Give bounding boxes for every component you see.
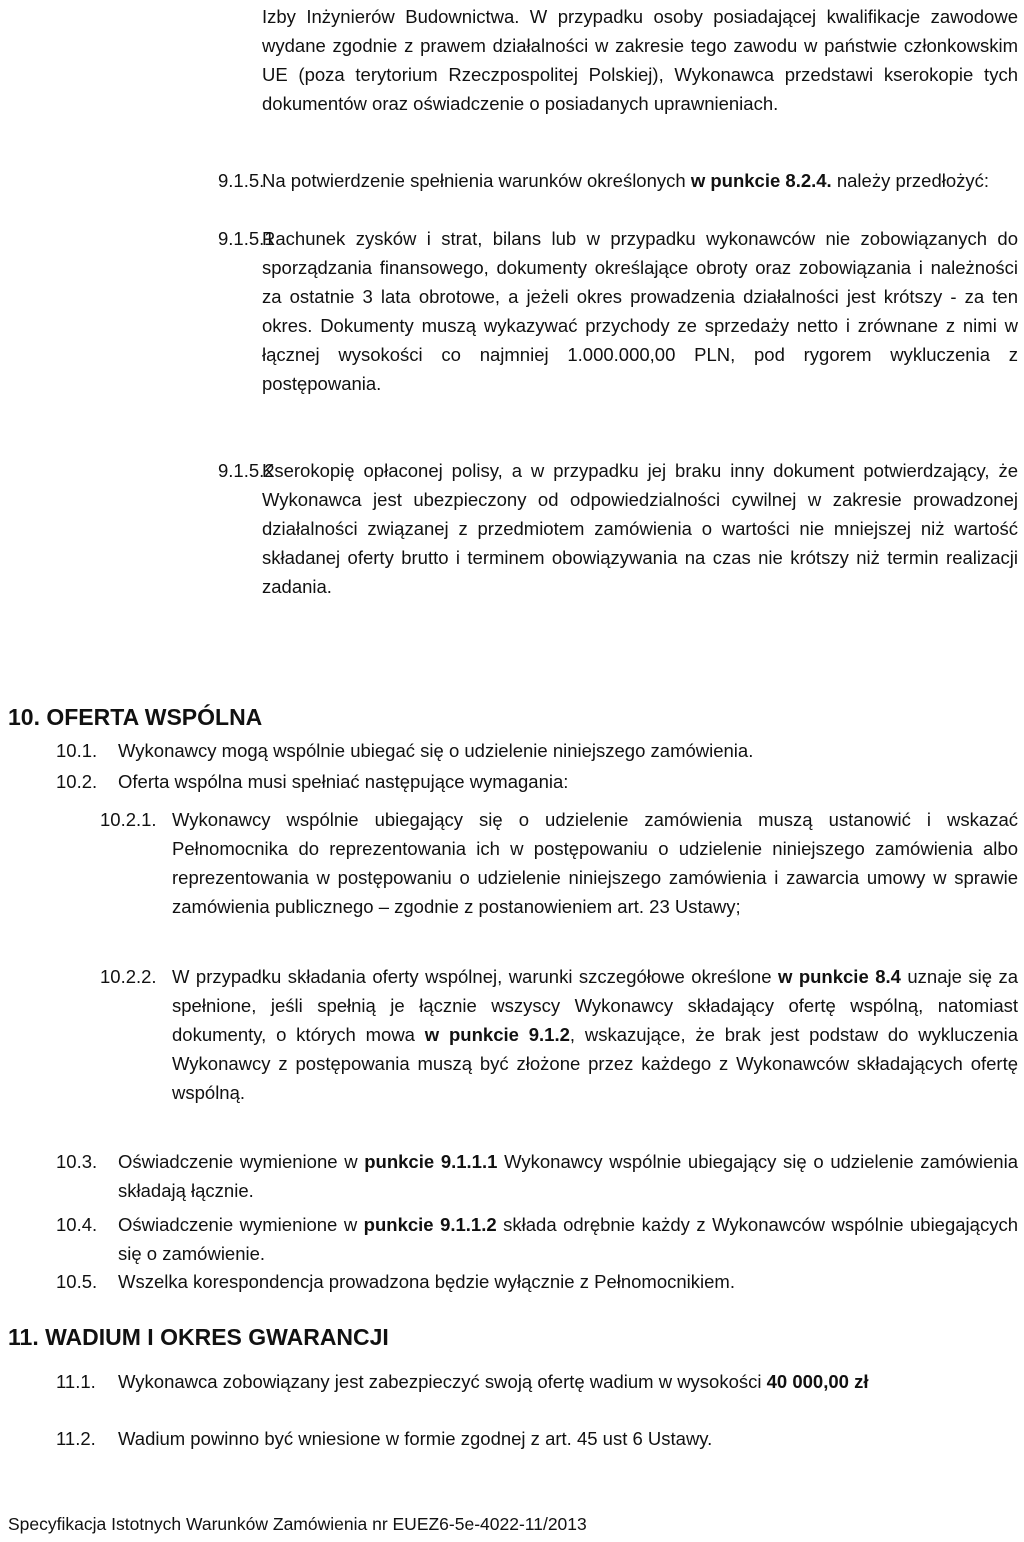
- section-11-2-text: Wadium powinno być wniesione w formie zgodnej z art. 45 ust 6 Ustawy.: [118, 1428, 713, 1449]
- section-11-1-text-part: Wykonawca zobowiązany jest zabezpieczyć swoją ofertę wadium w wysokości: [118, 1371, 762, 1392]
- section-10-2-2-text: [172, 962, 1018, 1107]
- section-10-2-number: 10.2.: [56, 771, 98, 792]
- section-10-2-text: Oferta wspólna musi spełniać następujące wymagania:: [118, 771, 569, 792]
- section-10-2-2-part-2: uznaje się za spełnione, jeśli spełnią je łącznie wszyscy Wykonawcy składający ofertę wspólną, natomiast dokumenty, o których mowa: [172, 966, 1019, 1045]
- section-10-2-2-number: 10.2.2.: [100, 966, 157, 987]
- item-9-1-5-2-number: 9.1.5.2: [218, 460, 275, 481]
- section-10-5-text: Wszelka korespondencja prowadzona będzie wyłącznie z Pełnomocnikiem.: [118, 1271, 735, 1292]
- section-9-1-5-text: [262, 166, 1018, 195]
- section-9-1-5-text-a: Na potwierdzenie spełnienia warunków określonych: [262, 170, 686, 191]
- section-10-3-part-1: Oświadczenie wymienione w: [118, 1151, 358, 1172]
- section-11-heading: 11. WADIUM I OKRES GWARANCJI: [8, 1324, 389, 1350]
- section-11-1-number: 11.1.: [56, 1371, 96, 1392]
- section-10-2-2-part-3: , wskazujące, że brak jest podstaw do wykluczenia Wykonawcy z postępowania muszą być złożone przez każdego z Wykonawców składających ofertę wspólną.: [172, 1024, 1019, 1103]
- item-9-1-5-2-text: Kserokopię opłaconej polisy, a w przypadku jej braku inny dokument potwierdzający, że Wykonawca jest ubezpieczony od odpowiedzialności cywilnej w zakresie prowadzonej działalności związanej z przedmiotem zamówienia o wartości nie mniejszej niż wartość składanej oferty brutto i terminem obowiązywania na czas nie krótszy niż termin realizacji zadania.: [262, 460, 1018, 597]
- intro-paragraph: [262, 2, 1018, 118]
- section-10-5-number: 10.5.: [56, 1271, 98, 1292]
- item-9-1-5-1-number: 9.1.5.1: [218, 228, 275, 249]
- section-10-4-part-1: Oświadczenie wymienione w: [118, 1214, 358, 1235]
- item-9-1-5-1-text: Rachunek zysków i strat, bilans lub w przypadku wykonawców nie zobowiązanych do sporządzania finansowego, dokumenty określające obroty oraz zobowiązania i należności za ostatnie 3 lata obrotowe, a jeżeli okres prowadzenia działalności jest krótszy - za ten okres. Dokumenty muszą wykazywać przychody ze sprzedaży netto i zrównane z nimi w łącznej wysokości co najmniej 1.000.000,00 PLN, pod rygorem wykluczenia z postępowania.: [262, 228, 1018, 394]
- page-footer: Specyfikacja Istotnych Warunków Zamówienia nr EUEZ6-5e-4022-11/2013: [8, 1514, 587, 1534]
- section-10-2-2-ref-1: w punkcie 8.4: [777, 966, 901, 987]
- section-10-1-number: 10.1.: [56, 740, 98, 761]
- section-10-4-part-2: składa odrębnie każdy z Wykonawców wspólnie ubiegających się o zamówienie.: [118, 1214, 1018, 1264]
- section-10-3-part-2: Wykonawcy wspólnie ubiegający się o udzielenie zamówienia składają łącznie.: [118, 1151, 1018, 1201]
- intro-text: Izby Inżynierów Budownictwa. W przypadku osoby posiadającej kwalifikacje zawodowe wydane zgodnie z prawem działalności w zakresie tego zawodu w państwie członkowskim UE (poza terytorium Rzeczpospolitej Polskiej), Wykonawca przedstawi kserokopie tych dokumentów oraz oświadczenie o posiadanych uprawnieniach.: [262, 6, 1018, 114]
- section-9-1-5-number: 9.1.5.: [218, 170, 265, 191]
- section-10-2-2-part-1: W przypadku składania oferty wspólnej, warunki szczegółowe określone: [172, 966, 772, 987]
- section-10-2-1-text: Wykonawcy wspólnie ubiegający się o udzielenie zamówienia muszą ustanowić i wskazać Pełnomocnika do reprezentowania ich w postępowaniu o udzielenie niniejszego zamówienia albo reprezentowania w postępowaniu o udzielenie niniejszego zamówienia i zawarcia umowy w sprawie zamówienia publicznego – zgodnie z postanowieniem art. 23 Ustawy;: [172, 809, 1018, 917]
- section-10-3-text: [118, 1147, 1018, 1205]
- section-10-2-1-number: 10.2.1.: [100, 809, 157, 830]
- section-11-1-amount: 40 000,00 zł: [766, 1371, 869, 1392]
- section-10-3-number: 10.3.: [56, 1151, 98, 1172]
- section-9-1-5-ref: w punkcie 8.2.4.: [690, 170, 832, 191]
- section-10-4-ref: punkcie 9.1.1.2: [363, 1214, 497, 1235]
- section-10-2-2-ref-2: w punkcie 9.1.2: [424, 1024, 570, 1045]
- section-10-4-text: [118, 1210, 1018, 1268]
- section-10-4-number: 10.4.: [56, 1214, 98, 1235]
- section-11-1-text: [118, 1367, 1018, 1396]
- section-10-3-ref: punkcie 9.1.1.1: [364, 1151, 498, 1172]
- section-10-heading: 10. OFERTA WSPÓLNA: [8, 704, 263, 730]
- section-9-1-5-text-b: należy przedłożyć:: [836, 170, 990, 191]
- section-11-2-number: 11.2.: [56, 1428, 96, 1449]
- section-10-1-text: Wykonawcy mogą wspólnie ubiegać się o udzielenie niniejszego zamówienia.: [118, 740, 754, 761]
